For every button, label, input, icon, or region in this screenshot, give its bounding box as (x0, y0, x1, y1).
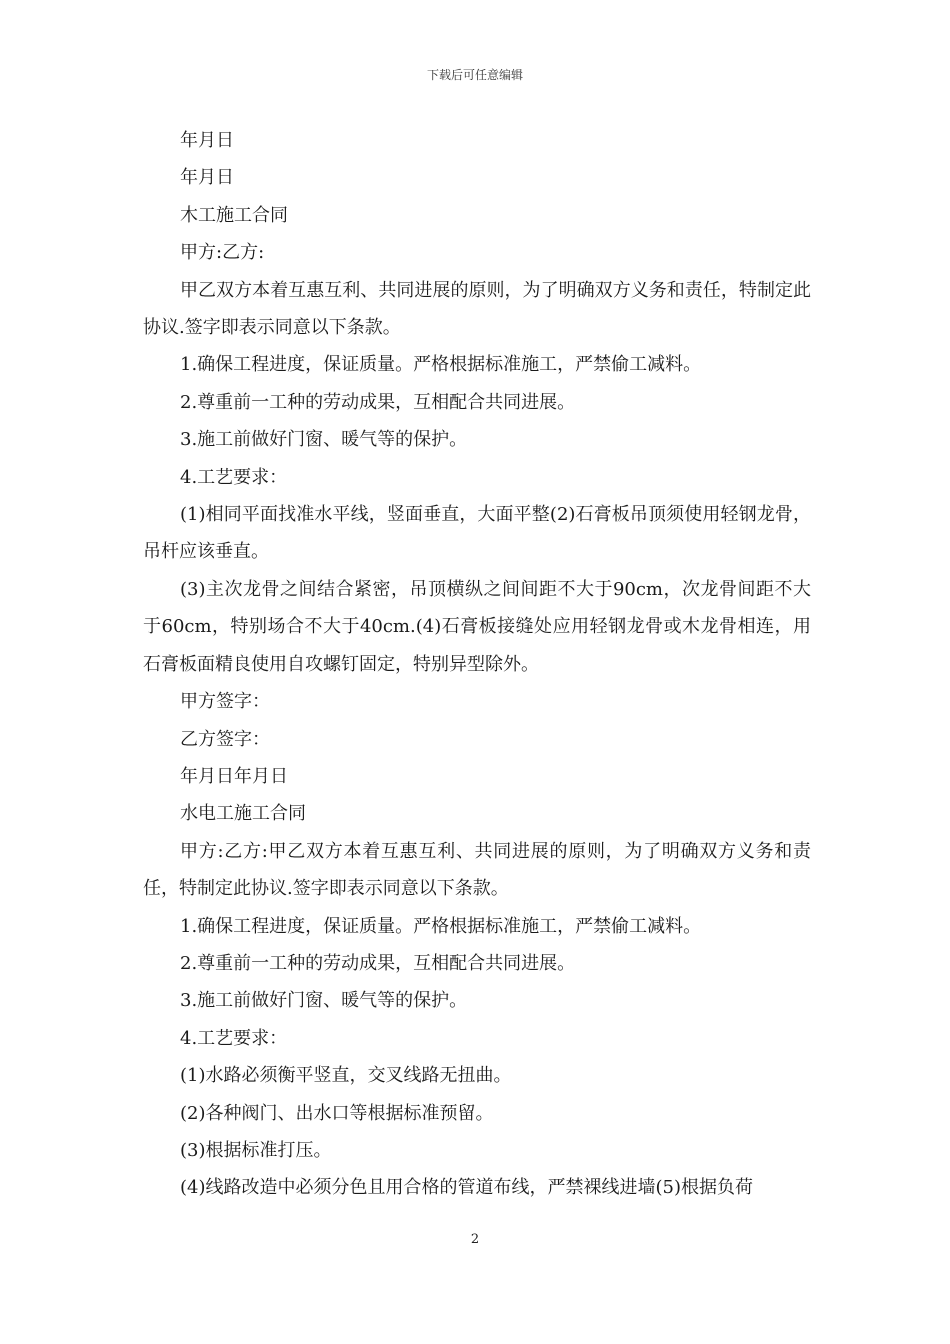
page-header: 下载后可任意编辑 (426, 68, 523, 82)
clause-4-heading: 4.工艺要求： (180, 466, 288, 488)
date-line-2: 年月日 (180, 167, 234, 189)
carpentry-contract-title: 木工施工合同 (180, 204, 288, 226)
plumbing-clause-2: 2.尊重前一工种的劳动成果，互相配合共同进展。 (180, 952, 576, 974)
document-body (143, 122, 811, 1207)
plumbing-clause-1: 1.确保工程进度，保证质量。严格根据标准施工，严禁偷工减料。 (180, 915, 702, 937)
plumbing-clause-3: 3.施工前做好门窗、暖气等的保护。 (180, 990, 468, 1012)
preamble-paragraph: 甲乙双方本着互惠互利、共同进展的原则，为了明确双方义务和责任，特制定此协议.签字即表示同意以下条款。 (143, 279, 811, 339)
plumbing-requirement-2: (2)各种阀门、出水口等根据标准预留。 (180, 1102, 494, 1124)
craft-requirement-1-2: (1)相同平面找准水平线，竖面垂直，大面平整(2)石膏板吊顶须使用轻钢龙骨，吊杆应该垂直。 (143, 504, 811, 563)
date-line-1: 年月日 (180, 130, 234, 151)
plumbing-preamble: 甲方:乙方:甲乙双方本着互惠互利、共同进展的原则，为了明确双方义务和责任，特制定此协议.签字即表示同意以下条款。 (143, 840, 811, 900)
clause-2: 2.尊重前一工种的劳动成果，互相配合共同进展。 (180, 391, 576, 413)
craft-requirement-3-4: (3)主次龙骨之间结合紧密，吊顶横纵之间间距不大于90cm，次龙骨间距不大于60cm，特别场合不大于40cm.(4)石膏板接缝处应用轻钢龙骨或木龙骨相连，用石膏板面精良使用自攻螺钉固定，特别异型除外。 (143, 578, 811, 675)
plumbing-clause-4-heading: 4.工艺要求： (180, 1027, 288, 1049)
plumbing-requirement-4-5: (4)线路改造中必须分色且用合格的管道布线，严禁裸线进墙(5)根据负荷 (180, 1177, 753, 1199)
party-line: 甲方:乙方: (180, 242, 265, 264)
page-number: 2 (470, 1232, 480, 1247)
party-a-signature: 甲方签字： (180, 691, 270, 713)
plumbing-requirement-3: (3)根据标准打压。 (180, 1139, 332, 1161)
party-b-signature: 乙方签字： (180, 728, 270, 750)
clause-3: 3.施工前做好门窗、暖气等的保护。 (180, 429, 468, 451)
plumbing-requirement-1: (1)水路必须衡平竖直，交叉线路无扭曲。 (180, 1065, 512, 1087)
clause-1: 1.确保工程进度，保证质量。严格根据标准施工，严禁偷工减料。 (180, 354, 702, 376)
signature-dates: 年月日年月日 (180, 765, 288, 787)
plumbing-electrical-contract-title: 水电工施工合同 (180, 803, 306, 825)
